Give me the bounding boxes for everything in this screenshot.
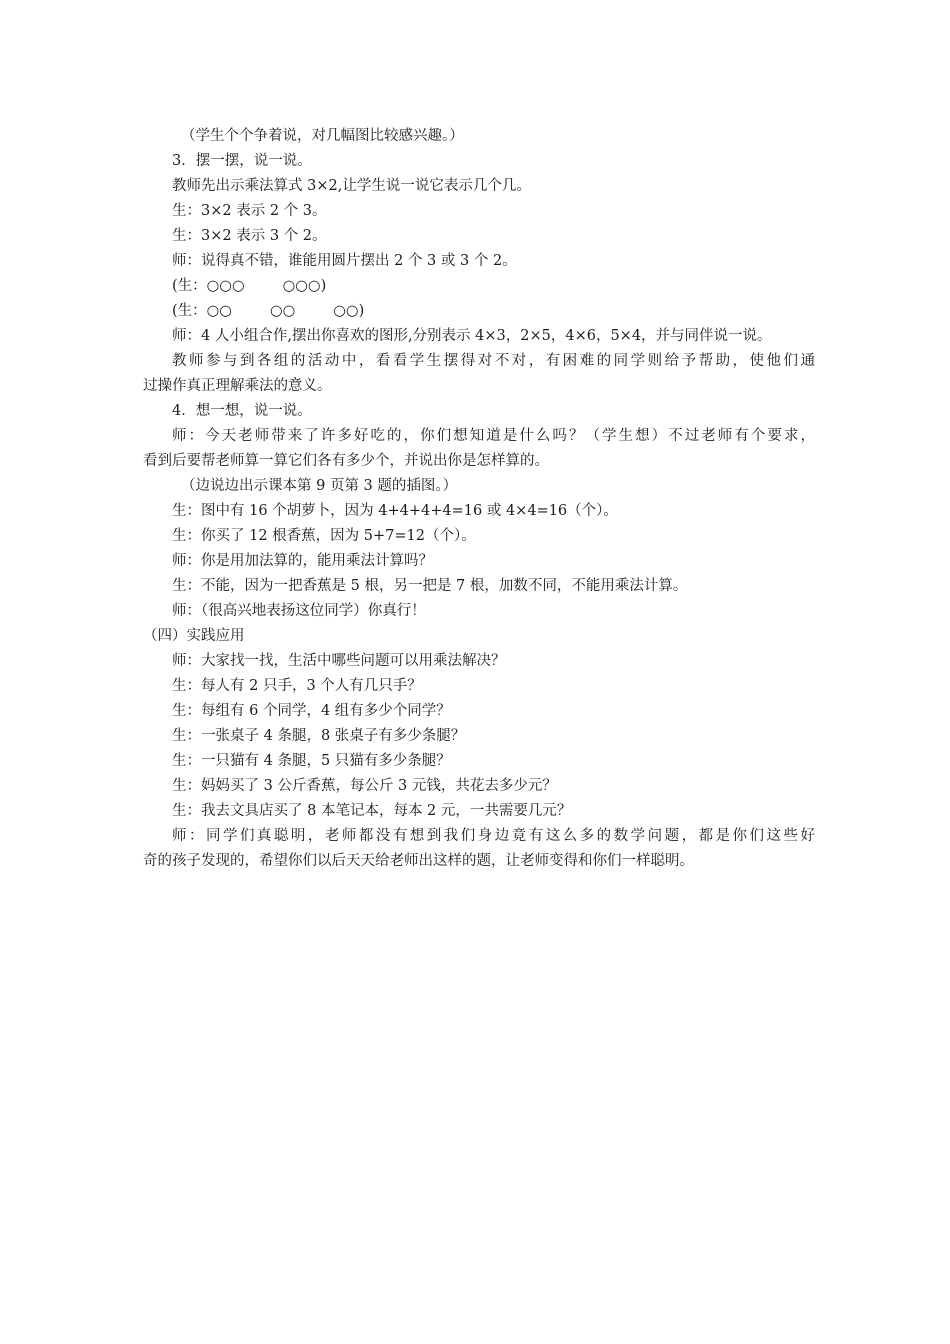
circle-group: (生：○○ [172, 303, 232, 319]
circle-group: ○○○) [282, 278, 327, 294]
circle-arrangement-line [143, 299, 815, 324]
circle-group: ○○) [333, 303, 365, 319]
dialogue-line: 生：3×2 表示 2 个 3。 [172, 203, 327, 219]
document-body [143, 124, 815, 874]
dialogue-line: 奇的孩子发现的，希望你们以后天天给老师出这样的题，让老师变得和你们一样聪明。 [143, 853, 694, 869]
dialogue-line: 师：说得真不错，谁能用圆片摆出 2 个 3 或 3 个 2。 [172, 253, 517, 269]
paragraph-line: （边说边出示课本第 9 页第 3 题的插图。） [181, 478, 458, 494]
dialogue-line: 师：（很高兴地表扬这位同学）你真行！ [172, 603, 426, 619]
paragraph-line: 过操作真正理解乘法的意义。 [143, 378, 332, 394]
circle-arrangement-line [143, 274, 815, 299]
dialogue-line: 师：你是用加法算的，能用乘法计算吗？ [172, 553, 433, 569]
circle-group: ○○ [269, 303, 296, 319]
circle-group: (生：○○○ [172, 278, 245, 294]
paragraph-line: 教师先出示乘法算式 3×2,让学生说一说它表示几个几。 [172, 178, 531, 194]
dialogue-line: 师：大家找一找，生活中哪些问题可以用乘法解决？ [172, 653, 506, 669]
dialogue-line: 生：图中有 16 个胡萝卜，因为 4+4+4+4=16 或 4×4=16（个）。 [172, 503, 618, 519]
section-heading-3: 3．摆一摆，说一说。 [172, 153, 312, 169]
dialogue-line: 生：我去文具店买了 8 本笔记本，每本 2 元，一共需要几元？ [172, 803, 572, 819]
dialogue-line: 师：同学们真聪明，老师都没有想到我们身边竟有这么多的数学问题，都是你们这些好 [172, 828, 815, 844]
dialogue-line: 生：3×2 表示 3 个 2。 [172, 228, 327, 244]
dialogue-line: 生：你买了 12 根香蕉，因为 5+7=12（个）。 [172, 528, 476, 544]
dialogue-line: 生：妈妈买了 3 公斤香蕉，每公斤 3 元钱，共花去多少元？ [172, 778, 557, 794]
dialogue-line: 师：4 人小组合作,摆出你喜欢的图形,分别表示 4×3，2×5，4×6，5×4，并与同伴说一说。 [172, 328, 772, 344]
dialogue-line: 生：不能，因为一把香蕉是 5 根，另一把是 7 根，加数不同，不能用乘法计算。 [172, 578, 688, 594]
dialogue-line: 生：一只猫有 4 条腿，5 只猫有多少条腿？ [172, 753, 451, 769]
dialogue-line: 师：今天老师带来了许多好吃的，你们想知道是什么吗？（学生想）不过老师有个要求， [172, 428, 815, 444]
dialogue-line: 生：每组有 6 个同学，4 组有多少个同学？ [172, 703, 451, 719]
section-heading-4: 4．想一想，说一说。 [172, 403, 312, 419]
section-heading-practice: （四）实践应用 [143, 628, 245, 644]
dialogue-line: 生：每人有 2 只手，3 个人有几只手？ [172, 678, 422, 694]
paragraph-line: （学生个个争着说，对几幅图比较感兴趣。） [181, 128, 464, 144]
dialogue-line: 生：一张桌子 4 条腿，8 张桌子有多少条腿？ [172, 728, 466, 744]
dialogue-line: 看到后要帮老师算一算它们各有多少个，并说出你是怎样算的。 [143, 453, 549, 469]
paragraph-line: 教师参与到各组的活动中，看看学生摆得对不对，有困难的同学则给予帮助，使他们通 [172, 353, 815, 369]
